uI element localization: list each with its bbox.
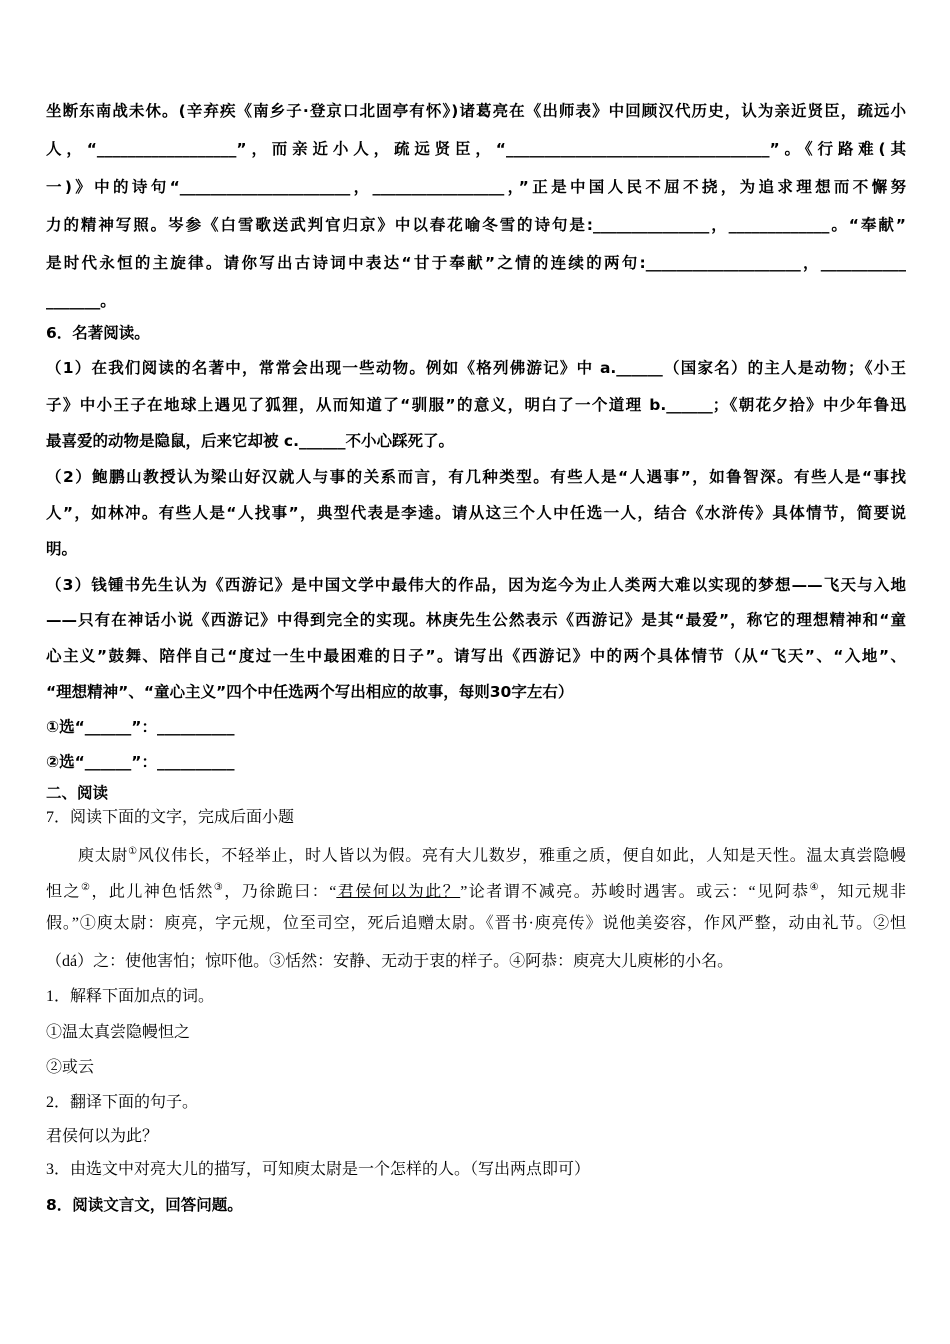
- question-title: 7．阅读下面的文字，完成后面小题: [46, 809, 295, 826]
- text-line: 子》中小王子在地球上遇见了狐狸，从而知道了“驯服”的意义，明白了一个道理 b.______；《朝花夕拾》中少年鲁迅: [46, 396, 906, 414]
- text-line: （1）在我们阅读的名著中，常常会出现一些动物。例如《格列佛游记》中 a.______（国家名）的主人是动物；《小王: [46, 359, 906, 377]
- text: 风仪伟长，不轻举止，时人皆以为假。亮有大儿数岁，雅重之质，便自如此，人知是天性。温太真尝隐幔: [137, 847, 906, 865]
- passage-line: [46, 876, 906, 900]
- text-line: 最喜爱的动物是隐鼠，后来它却被 c.______不小心踩死了。: [46, 432, 454, 450]
- text-line: “理想精神”、“童心主义”四个中任选两个写出相应的故事，每则30字左右）: [46, 683, 574, 701]
- passage-line: （dá）之：使他害怕；惊吓他。③恬然：安静、无动于衷的样子。④阿恭：庾亮大儿庾彬的小名。: [46, 953, 734, 970]
- text-line: （3）钱锺书先生认为《西游记》是中国文学中最伟大的作品，因为迄今为止人类两大难以实现的梦想——飞天与入地: [46, 576, 906, 594]
- text-line: _______。: [46, 292, 116, 310]
- text: ”论者谓不减亮。苏峻时遇害。或云：“见阿恭: [460, 883, 810, 901]
- answer-line-1: ①选“______”：__________: [46, 718, 235, 736]
- text-line: 坐断东南战未休。(辛弃疾《南乡子·登京口北固亭有怀》)诸葛亮在《出师表》中回顾汉代历史，认为亲近贤臣，疏远小: [46, 102, 906, 120]
- question-item: 君侯何以为此？: [46, 1128, 159, 1145]
- text-line: （2）鲍鹏山教授认为梁山好汉就人与事的关系而言，有几种类型。有些人是“人遇事”，如鲁智深。有些人是“事找: [46, 468, 906, 486]
- question-item: 3．由选文中对亮大儿的描写，可知庾太尉是一个怎样的人。（写出两点即可）: [46, 1161, 591, 1178]
- text-line: 人，“__________________”，而亲近小人，疏远贤臣，“__________________________________”。《行路难(其: [46, 140, 906, 158]
- text-line: 力的精神写照。岑参《白雪歌送武判官归京》中以春花喻冬雪的诗句是:_______________，_____________。“奉献”: [46, 216, 906, 234]
- text: ，乃徐跪曰：“: [224, 883, 337, 901]
- text-line: 人”，如林冲。有些人是“人找事”，典型代表是李逵。请从这三个人中任选一人，结合《水浒传》具体情节，简要说: [46, 504, 906, 522]
- question-item: 2．翻译下面的句子。: [46, 1094, 199, 1111]
- underlined-sentence: 君侯何以为此？: [336, 883, 461, 901]
- text-line: 一)》中的诗句“______________________，_________________，”正是中国人民不屈不挠，为追求理想而不懈努: [46, 178, 906, 196]
- question-item: ②或云: [46, 1059, 95, 1076]
- footnote-mark: ③: [213, 882, 225, 893]
- text-line: ——只有在神话小说《西游记》中得到完全的实现。林庚先生公然表示《西游记》是其“最爱”，称它的理想精神和“童: [46, 611, 906, 629]
- question-8-title: 8．阅读文言文，回答问题。: [46, 1196, 243, 1214]
- answer-line-2: ②选“______”：__________: [46, 753, 235, 771]
- question-item: ①温太真尝隐幔怛之: [46, 1024, 191, 1041]
- passage-line: 假。”①庾太尉：庾亮，字元规，位至司空，死后追赠太尉。《晋书·庾亮传》说他美姿容，作风严整，动由礼节。②怛: [46, 915, 906, 932]
- footnote-mark: ①: [128, 846, 138, 857]
- text: ，知元规非: [820, 883, 906, 901]
- text: 怛之: [46, 883, 81, 901]
- question-item: 1．解释下面加点的词。: [46, 988, 215, 1005]
- passage-line: [46, 840, 906, 864]
- question-title: 6．名著阅读。: [46, 324, 150, 342]
- footnote-mark: ②: [80, 882, 92, 893]
- text-line: 明。: [46, 540, 78, 558]
- text-line: 心主义”鼓舞、陪伴自己“度过一生中最困难的日子”。请写出《西游记》中的两个具体情节（从“飞天”、“入地”、: [46, 647, 906, 665]
- part2-heading: 二、阅读: [46, 784, 109, 802]
- text: 庾太尉: [78, 847, 129, 865]
- text-line: 是时代永恒的主旋律。请你写出古诗词中表达“甘于奉献”之情的连续的两句:____________________，___________: [46, 254, 906, 272]
- footnote-mark: ④: [809, 882, 821, 893]
- text: ，此儿神色恬然: [91, 883, 214, 901]
